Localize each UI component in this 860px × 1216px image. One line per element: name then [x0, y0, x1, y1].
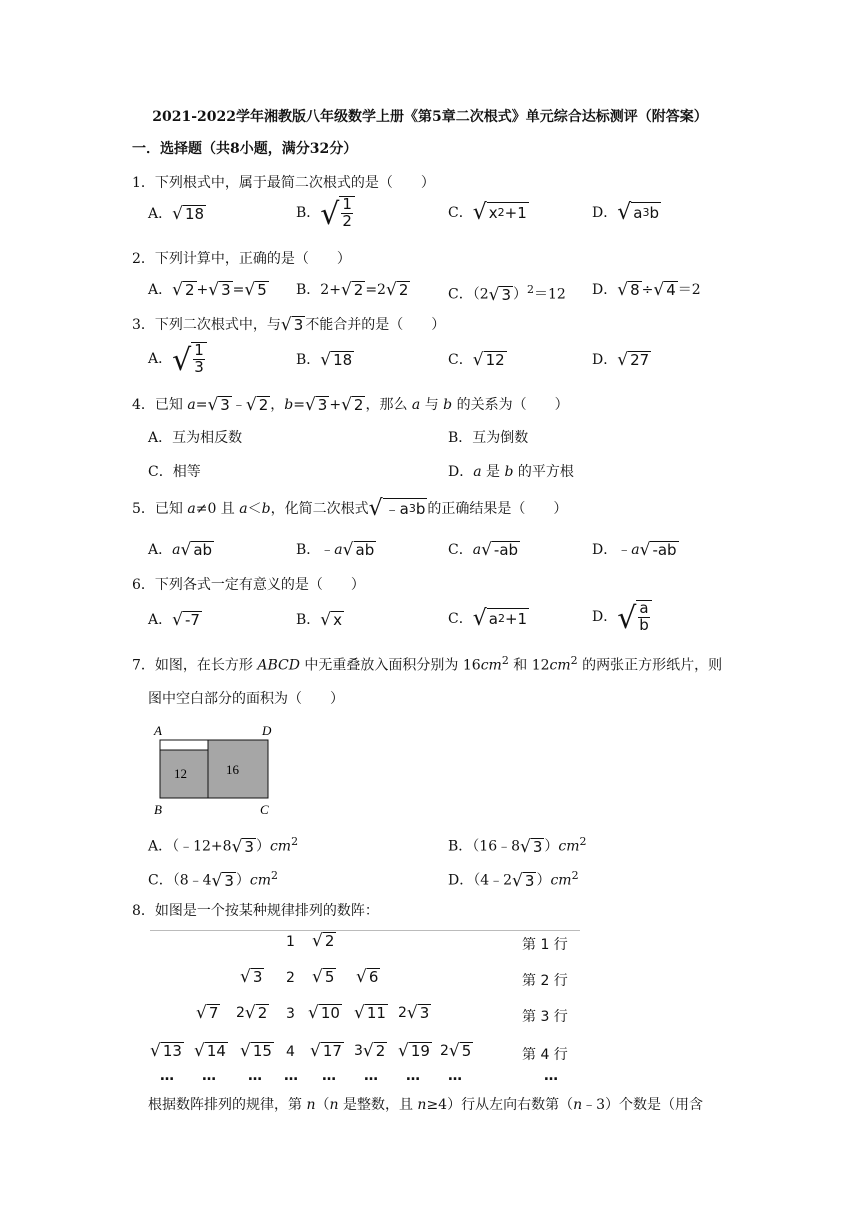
matrix-cell: √ 7 [196, 1003, 219, 1024]
matrix-cell: 2 √ 2 [236, 1003, 268, 1024]
q6-option-a: A． √ -7 [148, 610, 200, 631]
question-1-stem: 1．下列根式中，属于最简二次根式的是（ ） [132, 175, 435, 191]
q4-option-a: A．互为相反数 [148, 430, 243, 446]
matrix-cell: √ 14 [194, 1041, 226, 1062]
q3-option-a: A． √ $\frac{1}{3}$ [148, 342, 207, 376]
question-4-stem: 4．已知 a= √ 3 ﹣ √ 2 ，b= √ 3 + √ 2 ，那么 a 与 b 的关系为（ ） [132, 395, 569, 416]
q1-option-a: A． √ 18 [148, 204, 205, 225]
question-7-stem-line1: 7．如图，在长方形 ABCD 中无重叠放入面积分别为 $16cm^2$ 和 $12cm^2$ 的两张正方形纸片，则 [132, 654, 723, 674]
matrix-cell: √ 15 [240, 1041, 272, 1062]
q2-option-c: C．（2 √ 3 ）$^2$＝12 [448, 283, 566, 305]
question-2-stem: 2．下列计算中，正确的是（ ） [132, 251, 351, 267]
q7-option-b: B．（16﹣8 √ 3 ）$cm^2$ [448, 835, 587, 857]
q5-option-c: C．a √ -ab [448, 540, 519, 561]
matrix-cell: √ 10 [308, 1003, 340, 1024]
ellipsis: … [160, 1068, 174, 1084]
section-heading: 一．选择题（共8小题，满分32分） [132, 141, 358, 157]
label-d: D [262, 723, 272, 738]
matrix-cell: √ 13 [150, 1041, 182, 1062]
label-a: A [154, 723, 162, 738]
matrix-cell: √ 17 [310, 1041, 342, 1062]
matrix-cell: √ 5 [312, 967, 335, 988]
ellipsis: … [248, 1068, 262, 1084]
matrix-top-rule [150, 930, 580, 931]
matrix-cell: √ 11 [354, 1003, 386, 1024]
q3-option-d: D． √ 27 [592, 350, 650, 371]
page-title: 2021-2022学年湘教版八年级数学上册《第5章二次根式》单元综合达标测评（附答案） [152, 109, 708, 125]
q4-option-c: C．相等 [148, 464, 201, 480]
row-label-4: 第 4 行 [522, 1047, 568, 1063]
q2-option-b: B．2+ √ 2 =2 √ 2 [296, 280, 409, 301]
q6-option-c: C． √ a 2 +1 [448, 606, 528, 631]
label-b: B [154, 802, 162, 817]
matrix-cell: 2 [286, 970, 295, 986]
q5-option-a: A．a √ ab [148, 540, 213, 561]
matrix-cell: √ 2 [312, 931, 335, 952]
label-c: C [260, 802, 269, 817]
q3-option-c: C． √ 12 [448, 350, 505, 371]
q1-option-b: B． √ $\frac{1}{2}$ [296, 196, 355, 230]
row-label-2: 第 2 行 [522, 973, 568, 989]
q5-option-b: B．﹣a √ ab [296, 540, 375, 561]
ellipsis: … [544, 1068, 558, 1084]
q4-option-d: D．a 是 b 的平方根 [448, 464, 574, 480]
question-6-stem: 6．下列各式一定有意义的是（ ） [132, 577, 365, 593]
row-label-1: 第 1 行 [522, 937, 568, 953]
q7-option-d: D．（4﹣2 √ 3 ）$cm^2$ [448, 869, 579, 891]
rectangle-figure [150, 722, 280, 818]
q2-option-a: A． √ 2 + √ 3 = √ 5 [148, 280, 267, 301]
matrix-cell: √ 3 [240, 967, 263, 988]
matrix-cell: 4 [286, 1044, 295, 1060]
question-5-stem: 5．已知 a≠0 且 a＜b，化简二次根式 √ ﹣a 3 b 的正确结果是（ ） [132, 496, 568, 521]
q1-option-c: C． √ x 2 +1 [448, 200, 527, 225]
q6-option-b: B． √ x [296, 610, 343, 631]
ellipsis: … [364, 1068, 378, 1084]
matrix-cell: 2 √ 3 [398, 1003, 430, 1024]
matrix-cell: 2 √ 5 [440, 1041, 472, 1062]
matrix-cell: 3 [286, 1006, 295, 1022]
q1-option-d: D． √ a 3 b [592, 200, 659, 225]
matrix-cell: √ 6 [356, 967, 379, 988]
q7-option-a: A．（﹣12+8 √ 3 ）$cm^2$ [148, 835, 299, 857]
matrix-cell: 1 [286, 934, 295, 950]
question-8-tail: 根据数阵排列的规律，第 n（n 是整数，且 n≥4）行从左向右数第（n﹣3）个数是（用含 [148, 1097, 704, 1113]
q5-option-d: D．﹣a √ -ab [592, 540, 677, 561]
ellipsis: … [448, 1068, 462, 1084]
ellipsis: … [322, 1068, 336, 1084]
q7-option-c: C．（8﹣4 √ 3 ）$cm^2$ [148, 869, 279, 891]
matrix-cell: 3 √ 2 [354, 1041, 386, 1062]
label-16: 16 [226, 762, 239, 777]
matrix-cell: √ 19 [398, 1041, 430, 1062]
row-label-3: 第 3 行 [522, 1009, 568, 1025]
q3-option-b: B． √ 18 [296, 350, 353, 371]
ellipsis: … [406, 1068, 420, 1084]
ellipsis: … [202, 1068, 216, 1084]
q2-option-d: D． √ 8 ÷ √ 4 ＝2 [592, 280, 701, 301]
question-7-stem-line2: 图中空白部分的面积为（ ） [148, 691, 344, 707]
question-8-stem: 8．如图是一个按某种规律排列的数阵： [132, 903, 379, 919]
q4-option-b: B．互为倒数 [448, 430, 529, 446]
question-3-stem: 3．下列二次根式中，与 √ 3 不能合并的是（ ） [132, 315, 446, 336]
label-12: 12 [174, 766, 187, 781]
ellipsis: … [284, 1068, 298, 1084]
q6-option-d: D． √ $\frac{a}{b}$ [592, 600, 652, 634]
